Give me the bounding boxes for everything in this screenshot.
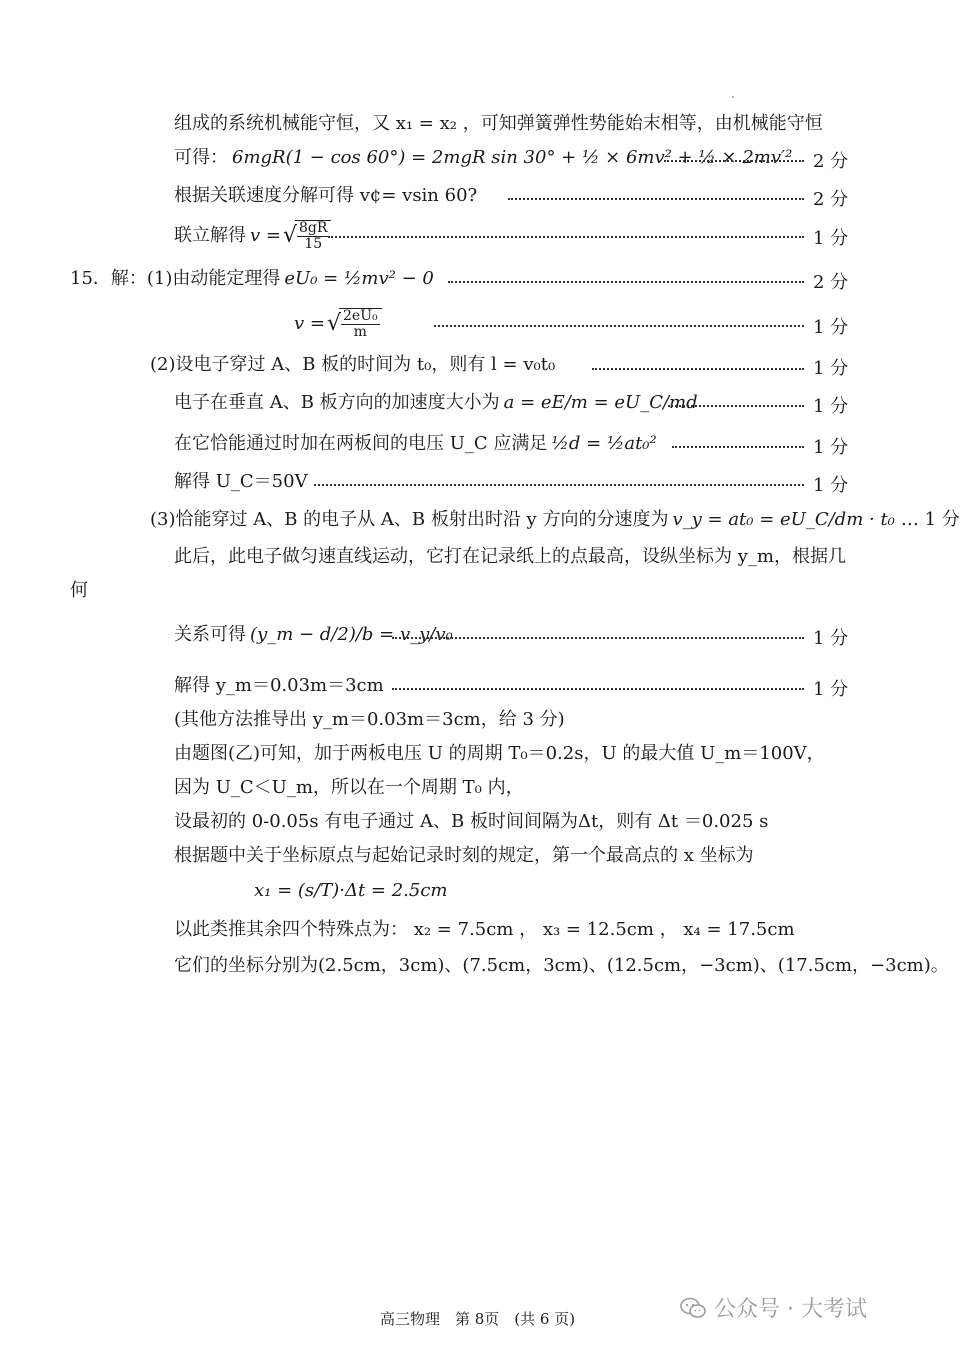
dotted-leader (314, 482, 804, 486)
part-3-text: (3)恰能穿过 A、B 的电子从 A、B 板射出时沿 y 方向的分速度为 (150, 509, 669, 530)
watermark-text: 公众号 · 大考试 (714, 1297, 867, 1322)
voltage-condition-line (174, 433, 657, 455)
vy-equation: v_y = at₀ = eU_C/dm · t₀ (672, 509, 895, 530)
acceleration-text: 电子在垂直 A、B 板方向的加速度大小为 (174, 392, 500, 413)
question-number: 15．解： (70, 268, 147, 289)
acceleration-line (174, 392, 698, 414)
score-label: 2 分 (813, 189, 849, 210)
dotted-leader (672, 444, 804, 448)
energy-equation: 6mgR(1 − cos 60°) = 2mgR sin 30° + ½ × 6mv² + ½ × 2mv′² (232, 147, 793, 168)
coordinates-line: 它们的坐标分别为(2.5cm，3cm)、(7.5cm，3cm)、(12.5cm，−3cm)、(17.5cm，−3cm)。 (174, 955, 949, 976)
voltage-condition-equation: ½d = ½at₀² (551, 433, 657, 454)
score-label: 2 分 (813, 151, 849, 172)
question-15-line (70, 268, 434, 290)
kinetic-equation: eU₀ = ½mv² − 0 (284, 268, 434, 289)
part-1-text: (1)由动能定理得 (146, 268, 281, 289)
dotted-leader (448, 279, 804, 283)
watermark (680, 1292, 867, 1323)
score-label: 1 分 (813, 475, 849, 496)
sqrt-denominator: 15 (304, 236, 323, 252)
wechat-icon (680, 1297, 706, 1319)
velocity-left: v = (250, 225, 281, 246)
footer-page-label: 高三物理 第 8页 (共 6 页) (380, 1310, 576, 1328)
text-line-4 (174, 214, 331, 258)
dotted-leader (328, 234, 804, 238)
sqrt-numerator: 8gR (299, 220, 328, 236)
dotted-leader (668, 403, 804, 407)
velocity-left-2: v = (294, 313, 325, 334)
acceleration-equation: a = eE/m = eU_C/md (503, 392, 698, 413)
score-label: 1 分 (813, 437, 849, 458)
sqrt-denominator-2: m (353, 324, 367, 340)
score-label: 1 分 (813, 228, 849, 249)
dotted-leader (392, 686, 804, 690)
other-method-line: (其他方法推导出 y_m＝0.03m＝3cm，给 3 分) (174, 709, 565, 730)
geometry-equation: (y_m − d/2)/b = v_y/v₀ (250, 624, 453, 645)
sqrt-expression: √ $\frac{8gR}{15}$ (283, 220, 331, 252)
x1-equation: x₁ = (s/T)·Δt = 2.5cm (254, 880, 448, 901)
dotted-leader (392, 635, 804, 639)
sqrt-numerator-2: 2eU₀ (343, 308, 378, 324)
score-label: 2 分 (813, 272, 849, 293)
score-label: 1 分 (813, 317, 849, 338)
origin-line: 根据题中关于坐标原点与起始记录时刻的规定，第一个最高点的 x 坐标为 (174, 845, 754, 866)
dotted-leader (664, 158, 804, 162)
velocity-line (290, 302, 382, 346)
interval-line: 设最初的 0-0.05s 有电子通过 A、B 板时间间隔为Δt，则有 Δt ＝0.025 s (174, 811, 769, 832)
after-line: 此后，此电子做匀速直线运动，它打在记录纸上的点最高，设纵坐标为 y_m，根据几 (174, 546, 846, 567)
compare-line: 因为 U_C＜U_m，所以在一个周期 T₀ 内， (174, 777, 524, 798)
score-label: 1 分 (813, 679, 849, 700)
text-line-3: 根据关联速度分解可得 v¢= vsin 60? (174, 185, 478, 206)
ym-result-line: 解得 y_m＝0.03m＝3cm (174, 675, 384, 696)
score-label: 1 分 (813, 358, 849, 379)
uc-result-line: 解得 U_C＝50V (174, 471, 308, 492)
part-3-line (150, 509, 960, 531)
dotted-leader (508, 196, 804, 200)
dotted-leader (592, 366, 804, 370)
score-label: … 1 分 (900, 509, 960, 530)
wrap-char: 何 (70, 580, 88, 601)
score-label: 1 分 (813, 396, 849, 417)
voltage-condition-text: 在它恰能通过时加在两板间的电压 U_C 应满足 (174, 433, 548, 454)
rest-points-line: 以此类推其余四个特殊点为： x₂ = 7.5cm ， x₃ = 12.5cm ， x₄ = 17.5cm (174, 919, 795, 940)
sqrt-expression-2: √ $\frac{\text{2eU₀}}{m}$ (327, 308, 382, 340)
part-2-line: (2)设电子穿过 A、B 板的时间为 t₀，则有 l = v₀t₀ (150, 354, 556, 375)
scan-speck (732, 96, 734, 98)
line-2-prefix: 可得： (174, 147, 228, 168)
text-line-1: 组成的系统机械能守恒，又 x₁ = x₂ ，可知弹簧弹性势能始末相等，由机械能守恒 (174, 113, 823, 134)
line-4-prefix: 联立解得 (174, 225, 246, 246)
geometry-text: 关系可得 (174, 624, 246, 645)
score-label: 1 分 (813, 628, 849, 649)
figure-line: 由题图(乙)可知，加于两板电压 U 的周期 T₀＝0.2s，U 的最大值 U_m＝100V， (174, 743, 825, 764)
dotted-leader (434, 323, 804, 327)
